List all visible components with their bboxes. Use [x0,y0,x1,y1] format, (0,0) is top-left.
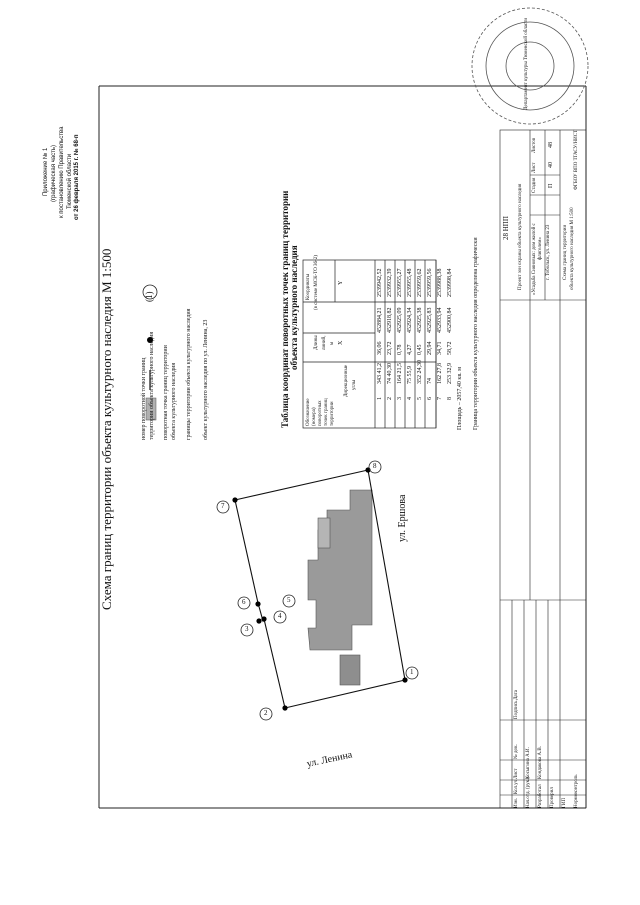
heritage-building [308,490,372,685]
table-header-col1-c: поворотных [318,400,323,426]
table-row-1-n: 1 [377,397,383,400]
table-area: Площадь – 2057,40 кв. м [457,367,463,430]
official-seal [472,8,588,124]
table-row-2-angle: 74 40,30 [387,363,393,384]
table-header-coords-b: (в системе МСК-ТО 36-2) [314,255,319,310]
title-block-col-sign: Подпись [514,700,519,719]
title-block-role-4: ГИП [562,797,567,808]
table-row-5-x: 452925,38 [417,307,423,333]
table-row-2-n: 2 [387,397,393,400]
table-row-1-angle: 343 41,2 [377,363,383,384]
table-header-col2-b: углы [352,379,357,390]
street-ershova-label: ул. Ершова [397,494,408,542]
point-label-1: 1 [410,668,414,676]
table-row-7-y: 2539988,38 [437,268,443,297]
table-row-6-y: 2539959,56 [427,268,433,297]
header-line-2: (графическая часть) [51,145,57,202]
table-row-8-x: 452900,84 [447,307,453,333]
title-block-stadia-label: Стадия [532,177,537,193]
point-label-4: 4 [278,612,282,620]
table-row-4-len: 4,27 [407,344,413,355]
title-block-list-label: Лист [532,162,537,173]
title-block-role-1: Нач.отд. (рук.) [526,777,531,808]
title-block-stadia: П [548,183,554,188]
table-row-3-angle: 164 21,5 [397,363,403,384]
legend-number-text-2: территории объекта культурного наследия [149,331,155,440]
table-row-1-x: 452884,21 [377,307,383,333]
table-row-8-angle: 253 32,9 [447,363,453,384]
title-block-role-2: Разработал [538,784,543,808]
title-block-col-kol: Кол.уч [514,779,519,794]
table-header-col3-c: м [330,341,335,345]
legend-number-text-1: номер поворотной точки границ [141,357,147,440]
table-header-col1: Обозначение [306,398,311,426]
street-lenina-label: ул. Ленина [305,749,354,770]
legend-line-text: границы территории объекта культурного наследия [186,308,192,440]
point-label-5: 5 [287,596,291,604]
legend-number-symbol: (1) [144,291,154,302]
title-block-col-doc: № док. [514,744,519,759]
table-row-7-x: 452933,94 [437,307,443,333]
title-block-name-1: Косыгина А.И. [526,747,531,779]
table-row-7-angle: 162 27,8 [437,363,443,384]
table-title-1: Таблица координат поворотных точек границ территории [280,190,290,428]
point-label-6: 6 [242,598,246,606]
title-block-address: г. Тобольск, ул. Ленина 23 [546,224,551,280]
point-label-8: 8 [373,462,377,470]
title-block-object-2: флигелем» [538,237,543,260]
title-block-col-izm: Изм. [514,798,519,808]
table-row-7-len: 34,71 [437,341,443,355]
title-block-col-date: Дата [514,690,519,700]
title-block-list: 40 [548,162,554,168]
table-row-6-len: 29,94 [427,341,433,355]
legend-object-text: объект культурного наследия по ул. Ленина, 23 [203,319,209,440]
table-row-1-len: 36,06 [377,341,383,355]
table-row-6-n: 6 [427,397,433,400]
table-row-8-len: 58,72 [447,341,453,355]
table-header-col2: Дирекционные [344,364,349,397]
title-block-role-5: Нормоконтроль [574,774,579,808]
table-row-7-n: 7 [437,397,443,400]
title-block-col-list: Лист [514,768,519,779]
table-header-col1-d: точек границ [324,398,329,426]
point-label-2: 2 [264,709,268,717]
table-row-8-y: 2539998,84 [447,268,453,297]
table-header-x: X [338,340,344,345]
legend-point-text-1: поворотная точка границ территории [163,345,169,440]
header-line-4: Тюменской области [67,153,73,209]
point-label-3: 3 [245,625,249,633]
table-row-4-angle: 75 55,9 [407,366,413,384]
title-block-name-2: Кондакова А.В. [538,746,543,779]
title-block-lists: 48 [548,142,554,148]
seal-text: Департамент культуры Тюменской области [524,18,529,110]
table-row-3-n: 3 [397,397,403,400]
table-header-coords: Координаты [306,273,311,300]
title-block-project: Проект зон охраны объекта культурного наследия [518,183,523,290]
table-header-y: Y [338,280,344,285]
table-header-col1-e: территории [330,401,335,426]
table-row-4-x: 452924,34 [407,307,413,333]
table-row-2-len: 23,72 [387,341,393,355]
table-row-4-y: 2539955,48 [407,268,413,297]
table-header-col3: Длины [314,335,319,350]
table-row-2-y: 2539932,39 [387,268,393,297]
header-line-3: к постановлению Правительства [59,126,65,218]
boundary-note: Граница территории объекта культурного наследия определена графически [473,237,479,430]
title-block-object: «Усадьба Сияновых: дом жилой с [532,223,537,295]
table-row-5-y: 2539959,62 [417,268,423,297]
legend-point-text-2: объекта культурного наследия [171,362,177,440]
title-block-sheet-title-2: объекта культурного наследия М 1:500 [570,207,575,290]
title-block-sheet-title-1: Схема границ территории [563,224,568,280]
table-row-1-y: 2539942,52 [377,268,383,297]
table-row-3-len: 0,78 [397,344,403,355]
page-title: Схема границ территории объекта культурного наследия М 1:500 [99,248,114,610]
header-line-5: от 26 февраля 2015 г. № 68-п [74,134,80,220]
table-row-6-x: 452925,83 [427,307,433,333]
table-header-col1-b: (номера) [312,407,317,426]
table-row-3-y: 2539955,27 [397,268,403,297]
table-row-6-angle: 74 [427,378,433,384]
table-row-5-len: 0,45 [417,344,423,355]
table-header-col3-b: линий, [322,335,327,350]
header-line-1: Приложение № 1 [43,147,49,196]
table-row-5-n: 5 [417,397,423,400]
table-row-8-n: 8 [447,397,453,400]
table-row-5-angle: 352 24,30 [417,360,423,384]
title-block-lists-label: Листов [532,137,537,153]
table-row-2-x: 452918,82 [387,307,393,333]
title-block-org: ФГБОУ ВПО ТГАСУ/НИСТ [574,129,579,190]
table-row-4-n: 4 [407,397,413,400]
title-block-code: 28 НПП [502,216,510,240]
table-title-2: объекта культурного наследия [289,245,299,370]
title-block-role-3: Проверил [550,787,555,808]
point-label-7: 7 [221,502,225,510]
table-row-3-x: 452925,09 [397,307,403,333]
